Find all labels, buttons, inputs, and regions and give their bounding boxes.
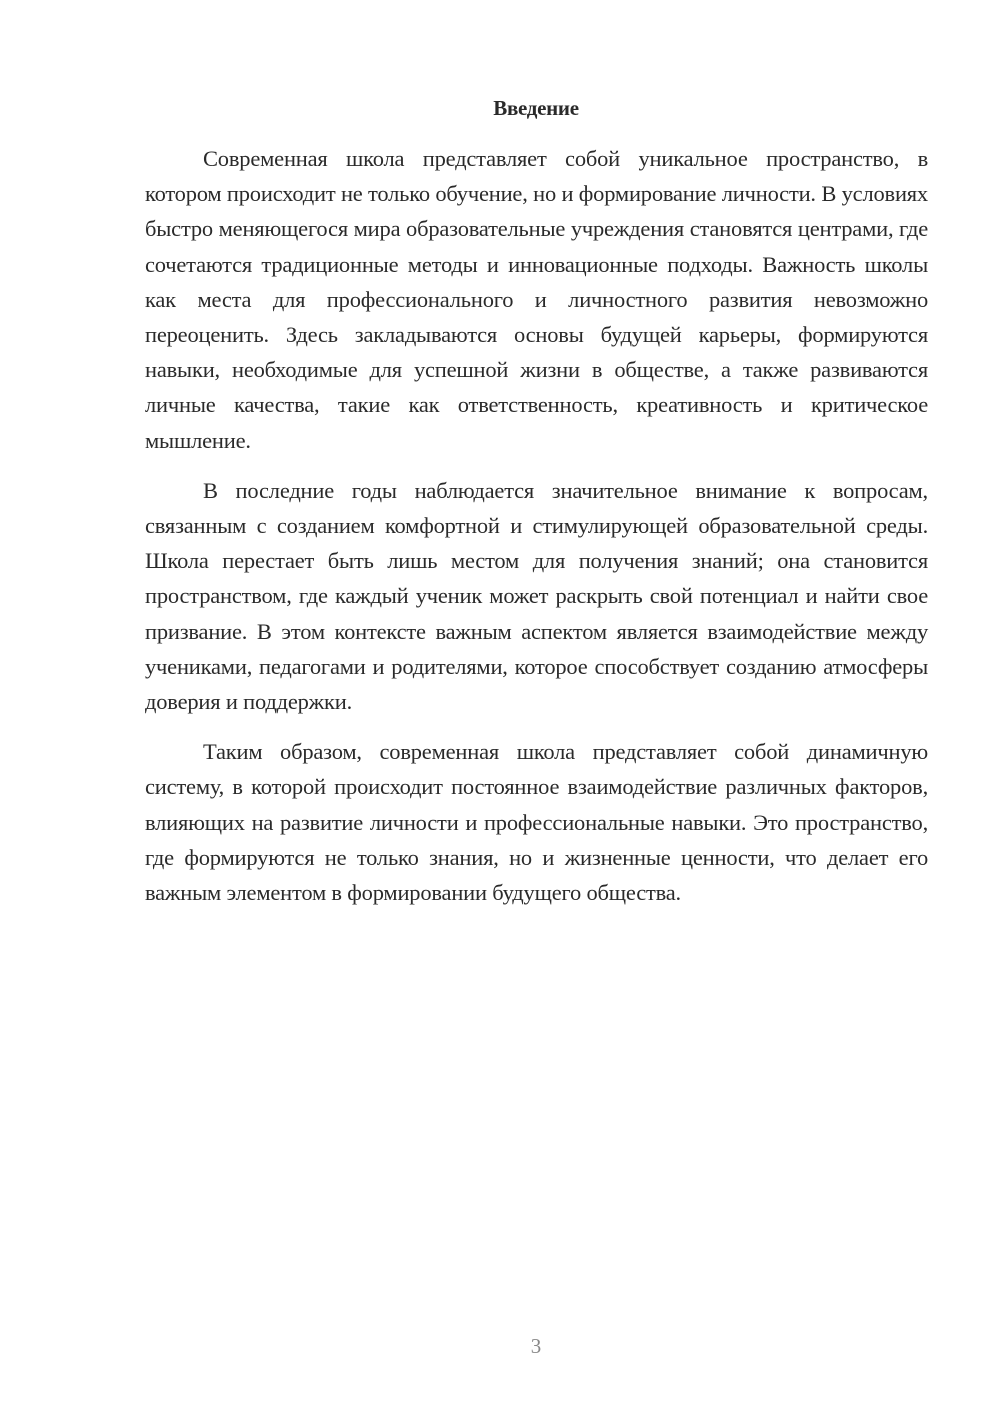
- paragraph-3: Таким образом, современная школа представляет собой динамичную систему, в которой происходит постоянное взаимодействие различных факторов, влияющих на развитие личности и профессиональные навыки. Это пространство, где формируются не только знания, но и жизненные ценности, что делает его важным элементом в формировании будущего общества.: [145, 739, 928, 906]
- paragraph-1: Современная школа представляет собой уникальное пространство, в котором происходит не только обучение, но и формирование личности. В условиях быстро меняющегося мира образовательные учреждения становятся центрами, где сочетаются традиционные методы и инновационные подходы. Важность школы как места для профессионального и личностного развития невозможно переоценить. Здесь закладываются основы будущей карьеры, формируются навыки, необходимые для успешной жизни в обществе, а также развиваются личные качества, такие как ответственность, креативность и критическое мышление.: [145, 146, 928, 453]
- page-number: 3: [530, 1334, 542, 1358]
- section-title: Введение: [493, 96, 579, 120]
- paragraph-2: В последние годы наблюдается значительное внимание к вопросам, связанным с созданием комфортной и стимулирующей образовательной среды. Школа перестает быть лишь местом для получения знаний; она становится пространством, где каждый ученик может раскрыть свой потенциал и найти свое призвание. В этом контексте важным аспектом является взаимодействие между учениками, педагогами и родителями, которое способствует созданию атмосферы доверия и поддержки.: [145, 477, 928, 715]
- document-body: [145, 141, 928, 910]
